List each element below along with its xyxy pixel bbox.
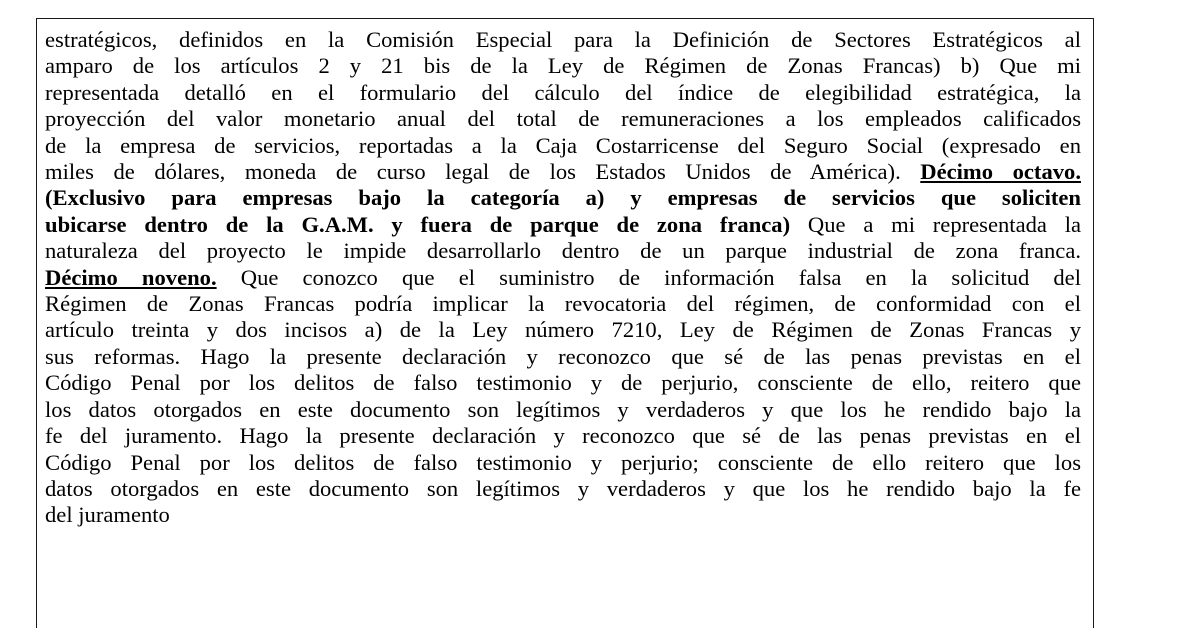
text-run: miles de dólares, moneda de curso legal de los Estados Unidos de América). — [45, 159, 921, 185]
text-line — [45, 265, 1081, 291]
text-run: Que a mi representada la — [790, 211, 1082, 237]
text-line — [45, 159, 1081, 185]
text-line — [45, 80, 1081, 106]
text-run: estratégicos, definidos en la Comisión Especial para la Definición de Sectores Estratégicos al — [45, 27, 1081, 52]
text-run: datos otorgados en este documento son legítimos y verdaderos y que los he rendido bajo la fe — [45, 475, 1081, 501]
text-line — [45, 423, 1081, 449]
text-run: artículo treinta y dos incisos a) de la Ley número 7210, Ley de Régimen de Zonas Francas y — [45, 317, 1081, 343]
text-line — [45, 53, 1081, 79]
document-body — [45, 27, 1081, 529]
text-run: proyección del valor monetario anual del total de remuneraciones a los empleados calificados — [45, 106, 1081, 132]
text-line — [45, 344, 1081, 370]
text-line — [45, 133, 1081, 159]
text-run: representada detalló en el formulario del cálculo del índice de elegibilidad estratégica, la — [45, 79, 1081, 105]
text-line — [45, 212, 1081, 238]
text-run: fe del juramento. Hago la presente declaración y reconozco que sé de las penas previstas en el — [45, 423, 1081, 449]
bold-clause: ubicarse dentro de la G.A.M. y fuera de parque de zona franca) — [45, 211, 791, 237]
text-run: Que conozco que el suministro de información falsa en la solicitud del — [216, 264, 1081, 290]
text-run: Código Penal por los delitos de falso testimonio y de perjurio, consciente de ello, reitero que — [45, 370, 1081, 396]
text-line — [45, 397, 1081, 423]
text-line — [45, 106, 1081, 132]
text-run: sus reformas. Hago la presente declaración y reconozco que sé de las penas previstas en el — [45, 343, 1081, 369]
section-heading: Décimo noveno. — [45, 264, 217, 290]
text-run: de la empresa de servicios, reportadas a la Caja Costarricense del Seguro Social (expresado en — [45, 132, 1081, 158]
text-run: naturaleza del proyecto le impide desarrollarlo dentro de un parque industrial de zona franca. — [45, 238, 1081, 264]
text-line — [45, 476, 1081, 502]
text-run: los datos otorgados en este documento son legítimos y verdaderos y que los he rendido bajo la — [45, 396, 1081, 422]
text-line — [45, 238, 1081, 264]
text-run: Código Penal por los delitos de falso testimonio y perjurio; consciente de ello reitero que los — [45, 449, 1081, 475]
text-line — [45, 370, 1081, 396]
text-line — [45, 450, 1081, 476]
text-run: amparo de los artículos 2 y 21 bis de la Ley de Régimen de Zonas Francas) b) Que mi — [45, 53, 1081, 79]
text-line — [45, 317, 1081, 343]
bold-clause: (Exclusivo para empresas bajo la categoría a) y empresas de servicios que soliciten — [45, 185, 1081, 211]
text-line — [45, 502, 1081, 528]
text-run: Régimen de Zonas Francas podría implicar la revocatoria del régimen, de conformidad con el — [45, 291, 1081, 317]
text-run: del juramento — [45, 502, 170, 528]
text-line — [45, 291, 1081, 317]
section-heading: Décimo octavo. — [920, 159, 1081, 185]
text-line — [45, 185, 1081, 211]
text-line — [45, 27, 1081, 53]
